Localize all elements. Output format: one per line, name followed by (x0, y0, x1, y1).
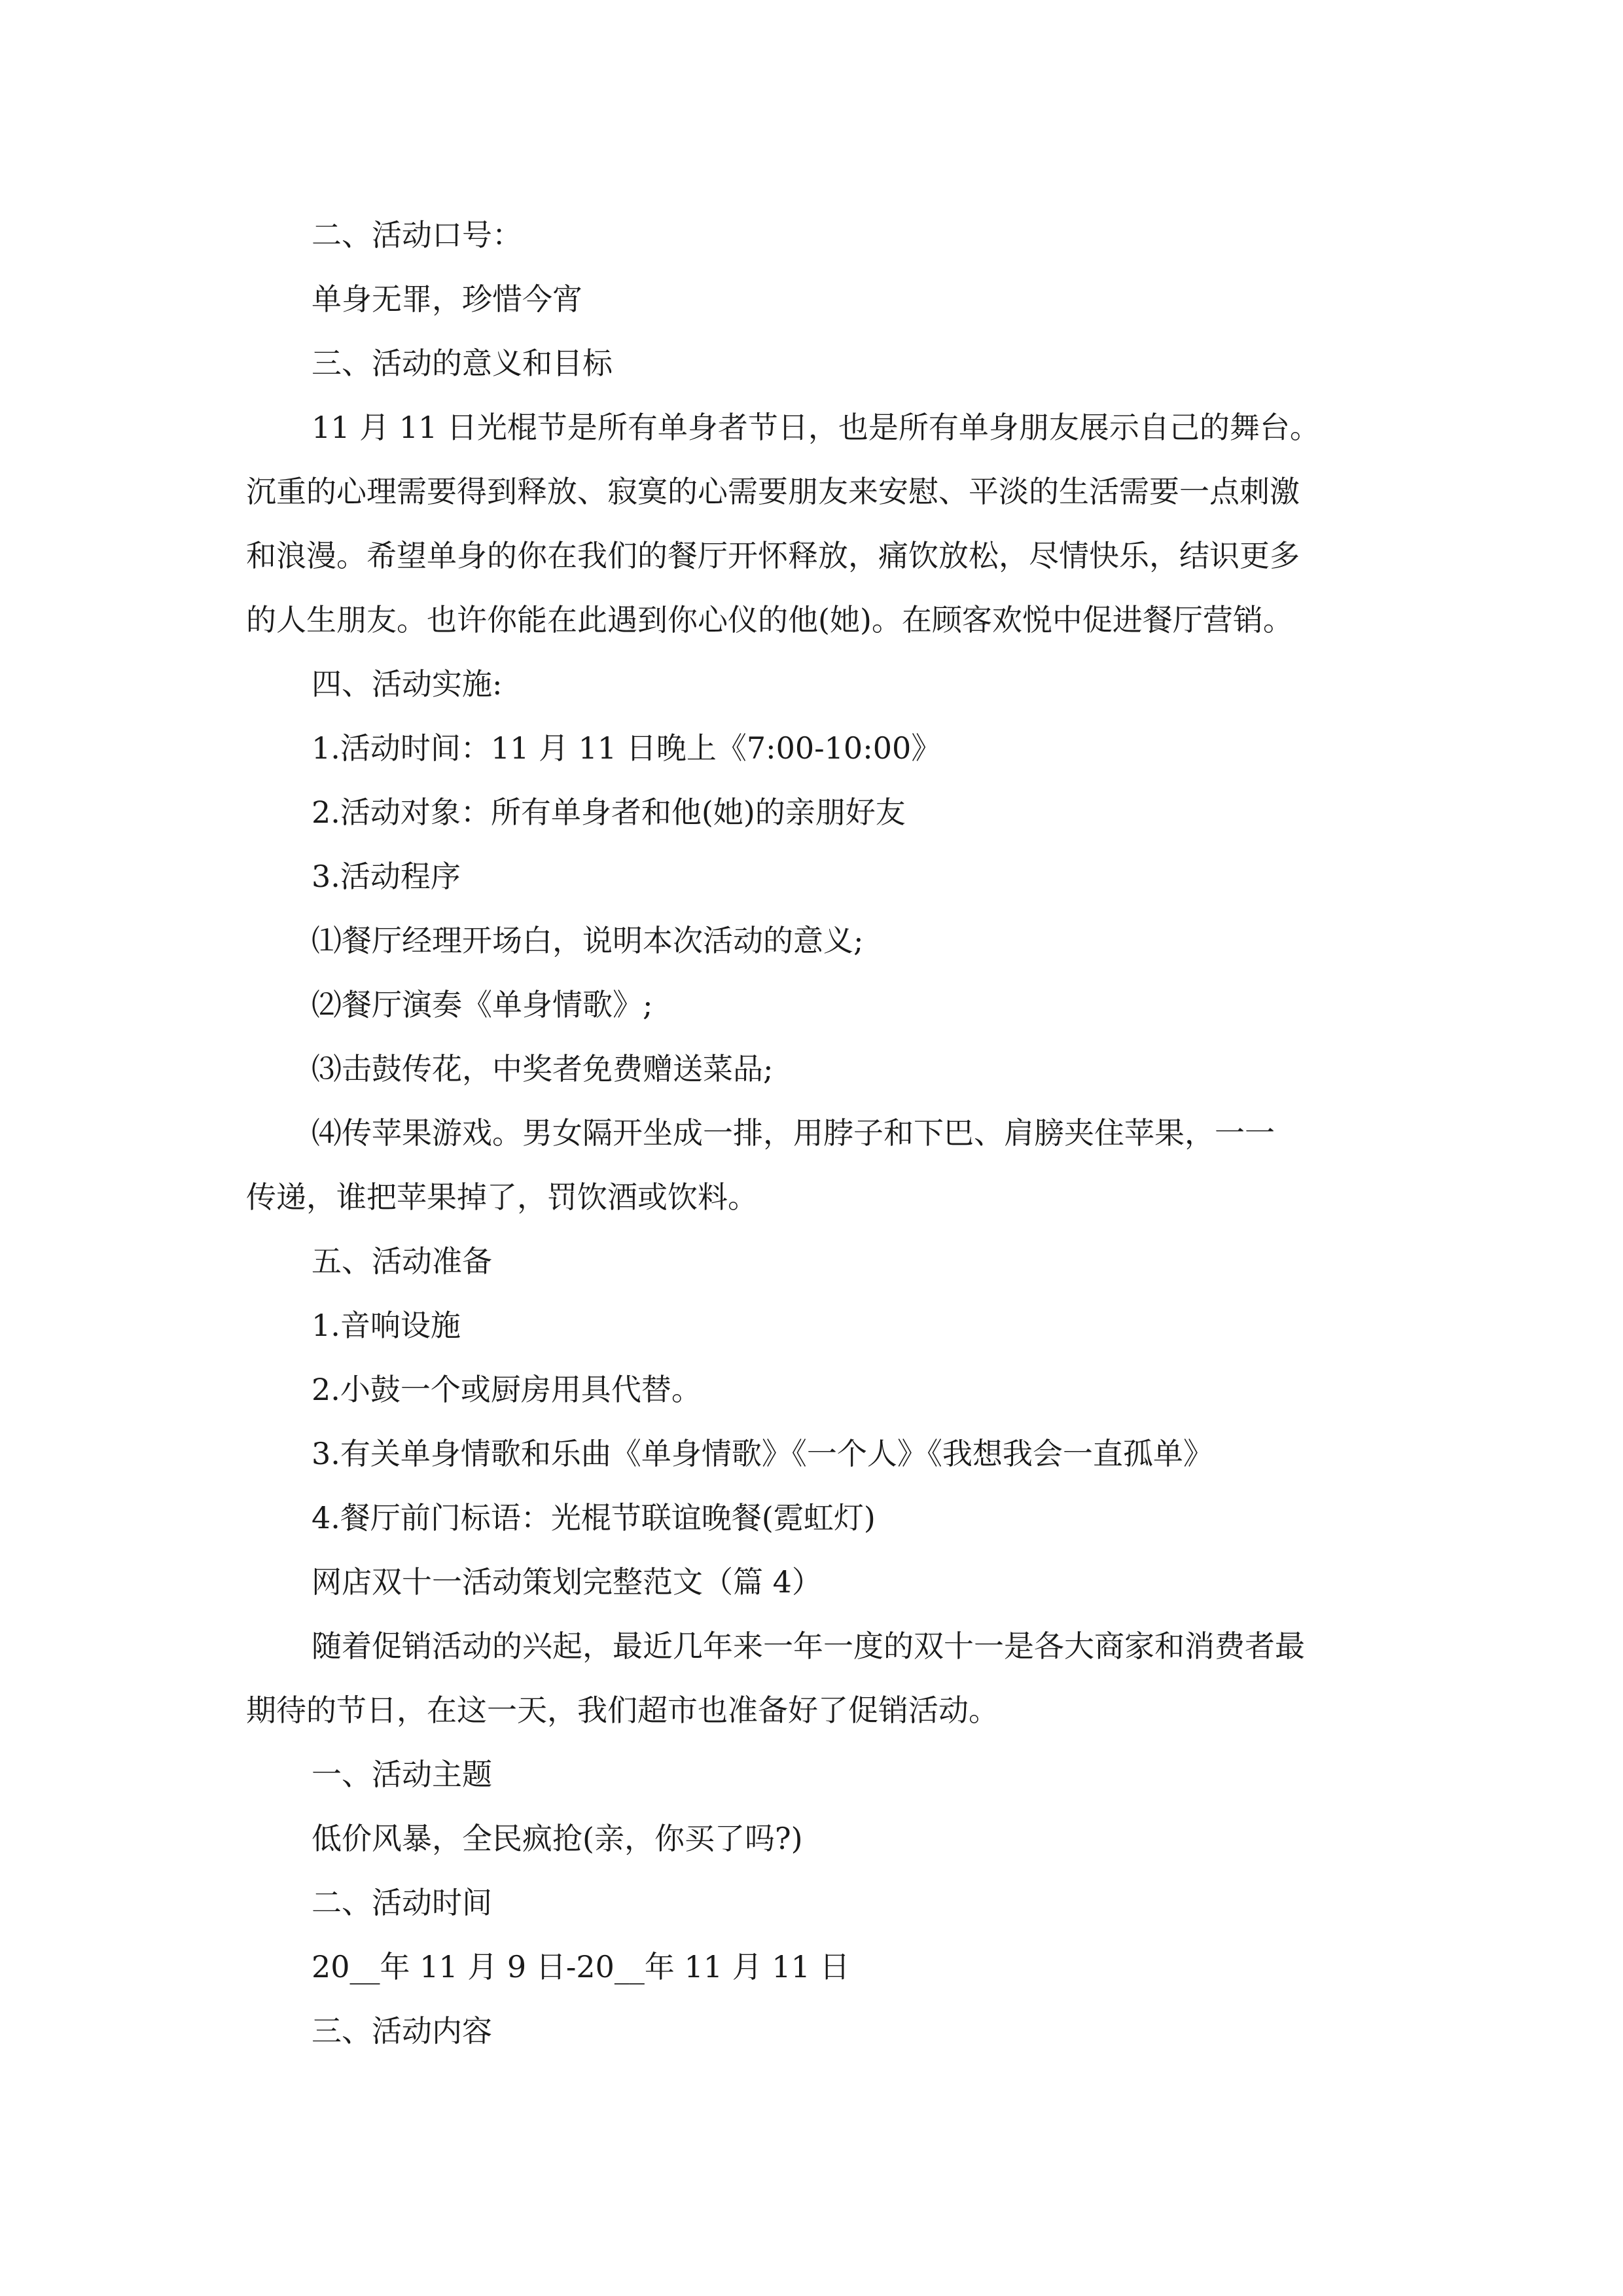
paragraph-line: 二、活动时间 (312, 1885, 492, 1920)
paragraph-line: 四、活动实施: (312, 666, 503, 702)
paragraph-line: ⑴餐厅经理开场白，说明本次活动的意义; (312, 923, 864, 958)
paragraph-line: 4.餐厅前门标语：光棍节联谊晚餐(霓虹灯) (312, 1500, 876, 1535)
paragraph-line: 20__年 11 月 9 日-20__年 11 月 11 日 (312, 1949, 850, 1984)
paragraph-line: 2.活动对象：所有单身者和他(她)的亲朋好友 (312, 795, 906, 830)
paragraph-line: 期待的节日，在这一天，我们超市也准备好了促销活动。 (246, 1693, 999, 1728)
paragraph-line: 1.活动时间：11 月 11 日晚上《7:00-10:00》 (312, 730, 942, 766)
paragraph-line: 五、活动准备 (312, 1244, 492, 1279)
paragraph-line: 一、活动主题 (312, 1757, 492, 1792)
document-page (246, 203, 1398, 2063)
paragraph-line: 沉重的心理需要得到释放、寂寞的心需要朋友来安慰、平淡的生活需要一点刺激 (246, 474, 1300, 509)
paragraph-line: 1.音响设施 (312, 1308, 461, 1343)
paragraph-line: ⑶击鼓传花，中奖者免费赠送菜品; (312, 1051, 774, 1086)
paragraph-line: 三、活动内容 (312, 2013, 492, 2049)
paragraph-line: ⑵餐厅演奏《单身情歌》; (312, 987, 653, 1022)
paragraph-line: 单身无罪，珍惜今宵 (312, 281, 582, 317)
paragraph-line: 传递，谁把苹果掉了，罚饮酒或饮料。 (246, 1179, 758, 1215)
paragraph-line: 的人生朋友。也许你能在此遇到你心仪的他(她)。在顾客欢悦中促进餐厅营销。 (246, 602, 1293, 637)
paragraph-line: ⑷传苹果游戏。男女隔开坐成一排，用脖子和下巴、肩膀夹住苹果，一一 (312, 1115, 1275, 1151)
paragraph-line: 2.小鼓一个或厨房用具代替。 (312, 1372, 702, 1407)
paragraph-line: 随着促销活动的兴起，最近几年来一年一度的双十一是各大商家和消费者最 (312, 1628, 1305, 1664)
paragraph-line: 3.活动程序 (312, 859, 461, 894)
paragraph-line: 二、活动口号： (312, 217, 522, 253)
paragraph-line: 低价风暴，全民疯抢(亲，你买了吗?) (312, 1821, 803, 1856)
paragraph-line: 11 月 11 日光棍节是所有单身者节日，也是所有单身朋友展示自己的舞台。 (312, 410, 1320, 445)
paragraph-line: 3.有关单身情歌和乐曲《单身情歌》《一个人》《我想我会一直孤单》 (312, 1436, 1213, 1471)
section-heading: 网店双十一活动策划完整范文（篇 4） (312, 1564, 822, 1600)
paragraph-line: 和浪漫。希望单身的你在我们的餐厅开怀释放，痛饮放松，尽情快乐，结识更多 (246, 538, 1300, 573)
paragraph-line: 三、活动的意义和目标 (312, 346, 613, 381)
